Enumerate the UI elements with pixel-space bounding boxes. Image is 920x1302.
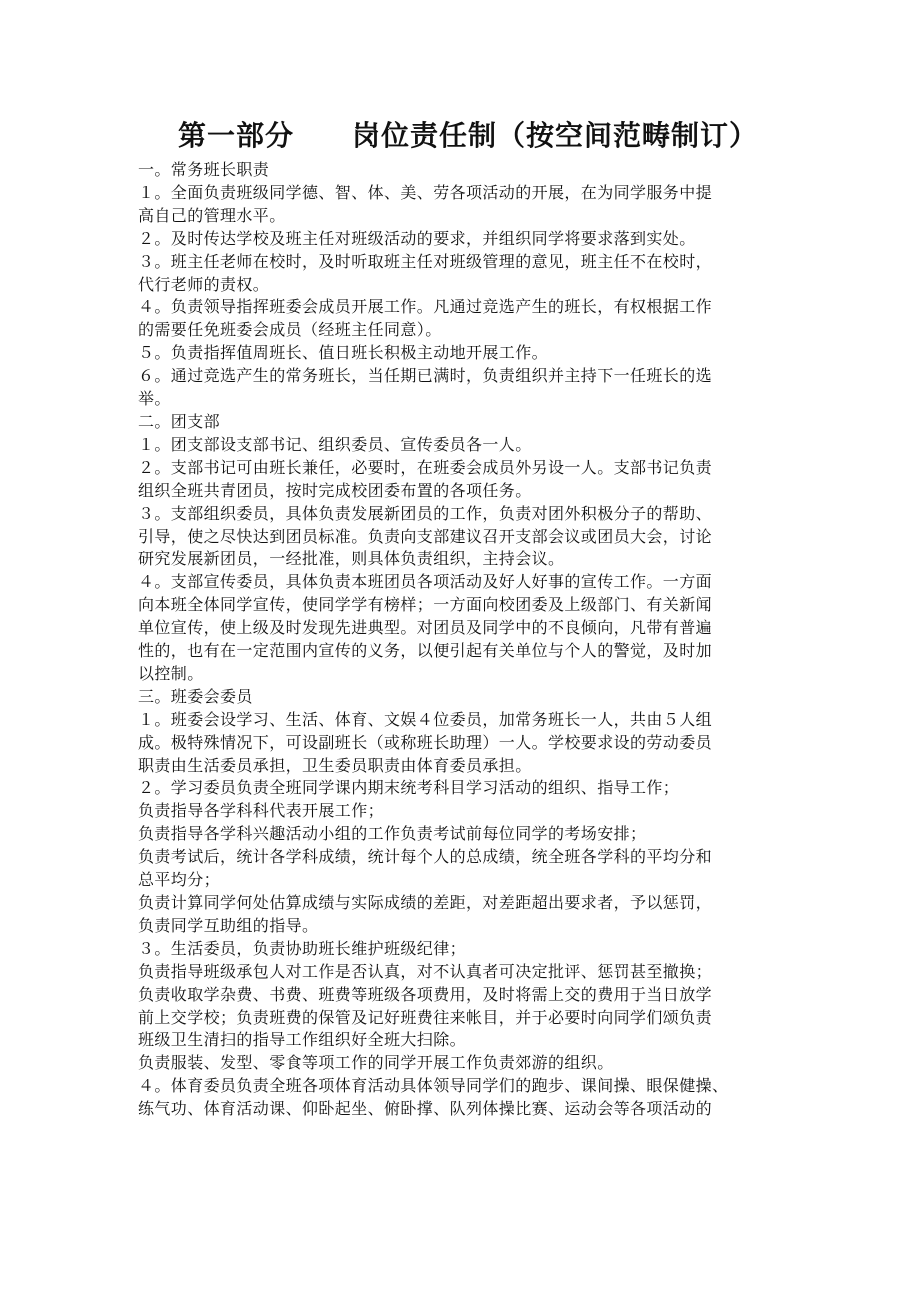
- body-line: １。团支部设支部书记、组织委员、宣传委员各一人。: [138, 434, 532, 454]
- body-line: ６。通过竞选产生的常务班长，当任期已满时，负责组织并主持下一任班长的选: [138, 366, 713, 386]
- body-line: 负责收取学杂费、书费、班费等班级各项费用，及时将需上交的费用于当日放学: [138, 984, 713, 1004]
- body-line: 单位宣传，使上级及时发现先进典型。对团员及同学中的不良倾向，凡带有普遍: [138, 618, 713, 638]
- body-line: 负责考试后，统计各学科成绩，统计每个人的总成绩，统全班各学科的平均分和: [138, 847, 713, 867]
- body-line: 职责由生活委员承担，卫生委员职责由体育委员承担。: [138, 755, 532, 775]
- body-line: 向本班全体同学宣传，使同学学有榜样；一方面向校团委及上级部门、有关新闻: [138, 595, 713, 615]
- body-line: ３。班主任老师在校时，及时听取班主任对班级管理的意见，班主任不在校时，: [138, 251, 713, 271]
- body-line: 组织全班共青团员，按时完成校团委布置的各项任务。: [138, 480, 532, 500]
- body-line: 引导，使之尽快达到团员标准。负责向支部建议召开支部会议或团员大会，讨论: [138, 526, 713, 546]
- body-line: 研究发展新团员，一经批准，则具体负责组织，主持会议。: [138, 549, 565, 569]
- body-line: 一。常务班长职责: [138, 160, 270, 179]
- body-line: ４。支部宣传委员，具体负责本班团员各项活动及好人好事的宣传工作。一方面: [138, 572, 713, 592]
- body-line: 总平均分；: [138, 870, 221, 890]
- body-line: 代行老师的责权。: [138, 274, 270, 294]
- body-line: 举。: [138, 389, 171, 409]
- body-line: 前上交学校；负责班费的保管及记好班费往来帐目，并于必要时向同学们颂负责: [138, 1007, 713, 1027]
- body-line: 班级卫生清扫的指导工作组织好全班大扫除。: [138, 1030, 467, 1050]
- body-line: 负责指导各学科科代表开展工作；: [138, 801, 385, 821]
- body-line: 负责服装、发型、零食等项工作的同学开展工作负责郊游的组织。: [138, 1053, 614, 1073]
- body-line: 的需要任免班委会成员（经班主任同意）。: [138, 320, 442, 340]
- body-line: 负责指导各学科兴趣活动小组的工作负责考试前每位同学的考场安排；: [138, 824, 647, 844]
- body-line: 负责同学互助组的指导。: [138, 915, 319, 935]
- body-line: 二。团支部: [138, 411, 221, 431]
- body-line: ４。体育委员负责全班各项体育活动具体领导同学们的跑步、课间操、眼保健操、: [138, 1076, 729, 1096]
- document-title: 第一部分 岗位责任制（按空间范畴制订）: [177, 119, 758, 152]
- body-line: ３。支部组织委员，具体负责发展新团员的工作，负责对团外积极分子的帮助、: [138, 503, 713, 523]
- body-line: 性的，也有在一定范围内宣传的义务，以便引起有关单位与个人的警觉，及时加: [138, 641, 713, 661]
- body-line: ２。及时传达学校及班主任对班级活动的要求，并组织同学将要求落到实处。: [138, 228, 696, 248]
- body-line: ２。支部书记可由班长兼任，必要时，在班委会成员外另设一人。支部书记负责: [138, 457, 713, 477]
- body-line: 成。极特殊情况下，可设副班长（或称班长助理）一人。学校要求设的劳动委员: [138, 732, 713, 752]
- body-line: ３。生活委员，负责协助班长维护班级纪律；: [138, 938, 467, 958]
- body-line: 高自己的管理水平。: [138, 205, 286, 225]
- body-line: １。班委会设学习、生活、体育、文娱４位委员，加常务班长一人，共由５人组: [138, 709, 713, 729]
- body-line: 负责指导班级承包人对工作是否认真，对不认真者可决定批评、惩罚甚至撤换；: [138, 961, 713, 981]
- body-line: 负责计算同学何处估算成绩与实际成绩的差距，对差距超出要求者，予以惩罚，: [138, 893, 713, 912]
- body-line: ２。学习委员负责全班同学课内期末统考科目学习活动的组织、指导工作；: [138, 778, 680, 798]
- body-line: １。全面负责班级同学德、智、体、美、劳各项活动的开展，在为同学服务中提: [138, 182, 713, 202]
- body-line: ４。负责领导指挥班委会成员开展工作。凡通过竞选产生的班长，有权根据工作: [138, 297, 713, 317]
- body-line: 三。班委会委员: [138, 686, 253, 706]
- body-line: ５。负责指挥值周班长、值日班长积极主动地开展工作。: [138, 343, 549, 363]
- document-body: [138, 159, 786, 1121]
- body-line: 练气功、体育活动课、仰卧起坐、俯卧撑、队列体操比赛、运动会等各项活动的: [138, 1099, 713, 1119]
- body-line: 以控制。: [138, 663, 204, 683]
